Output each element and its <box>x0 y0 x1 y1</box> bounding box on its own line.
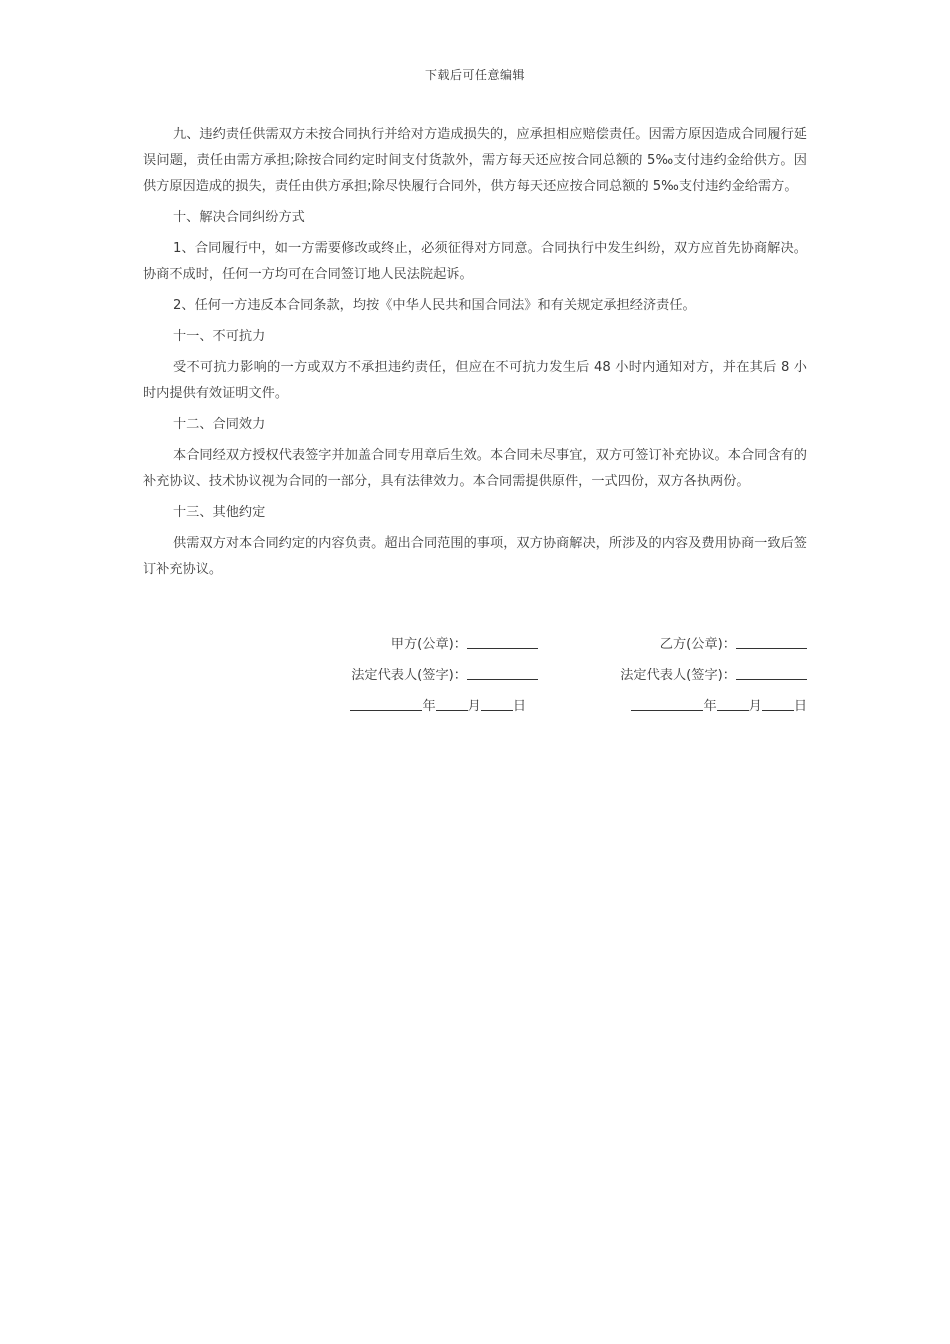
section-9-breach-liability: 九、违约责任供需双方未按合同执行并给对方造成损失的，应承担相应赔偿责任。因需方原因造成合同履行延误问题，责任由需方承担;除按合同约定时间支付货款外，需方每天还应按合同总额的 5‰支付违约金给供方。因供方原因造成的损失，责任由供方承担;除尽快履行合同外，供方每天还应按合同总额的 5‰支付违约金给需方。 <box>143 127 807 194</box>
party-a-seal-blank <box>467 632 538 649</box>
party-b-seal-label: 乙方(公章)： <box>659 637 736 652</box>
signature-block <box>143 632 807 725</box>
section-11-text: 受不可抗力影响的一方或双方不承担违约责任，但应在不可抗力发生后 48 小时内通知对方，并在其后 8 小时内提供有效证明文件。 <box>143 360 807 401</box>
representative-row <box>143 663 807 694</box>
party-a-seal-label: 甲方(公章)： <box>390 637 467 652</box>
section-10-heading: 十、解决合同纠纷方式 <box>173 210 305 225</box>
party-b-rep-blank <box>736 663 807 680</box>
party-a-date <box>350 694 526 720</box>
party-b-date <box>631 694 807 720</box>
party-a-day-label: 日 <box>512 699 526 714</box>
party-a-year-label: 年 <box>422 699 436 714</box>
party-a-month-label: 月 <box>467 699 481 714</box>
party-a-rep-blank <box>467 663 538 680</box>
section-13-text: 供需双方对本合同约定的内容负责。超出合同范围的事项，双方协商解决，所涉及的内容及费用协商一致后签订补充协议。 <box>143 536 807 577</box>
page-header: 下载后可任意编辑 <box>424 68 525 82</box>
party-b-month-label: 月 <box>748 699 762 714</box>
section-10-clause-1: 1、合同履行中，如一方需要修改或终止，必须征得对方同意。合同执行中发生纠纷，双方应首先协商解决。协商不成时，任何一方均可在合同签订地人民法院起诉。 <box>143 241 807 282</box>
party-b-year-blank <box>631 694 703 711</box>
section-10-clause-2: 2、任何一方违反本合同条款，均按《中华人民共和国合同法》和有关规定承担经济责任。 <box>173 298 696 313</box>
party-b-seal-blank <box>736 632 807 649</box>
party-a-day-blank <box>481 694 513 711</box>
party-a-representative <box>351 663 538 689</box>
party-b-year-label: 年 <box>703 699 717 714</box>
party-b-month-blank <box>717 694 749 711</box>
contract-body <box>143 122 807 588</box>
party-a-seal <box>391 632 538 658</box>
party-a-month-blank <box>436 694 468 711</box>
party-b-representative <box>620 663 807 689</box>
date-row <box>143 694 807 725</box>
seal-row <box>143 632 807 663</box>
party-a-rep-label: 法定代表人(签字)： <box>351 668 467 683</box>
party-b-day-label: 日 <box>793 699 807 714</box>
party-b-seal <box>660 632 807 658</box>
section-12-heading: 十二、合同效力 <box>173 417 266 432</box>
party-b-rep-label: 法定代表人(签字)： <box>620 668 736 683</box>
section-13-heading: 十三、其他约定 <box>173 505 266 520</box>
party-a-year-blank <box>350 694 422 711</box>
section-11-heading: 十一、不可抗力 <box>173 329 266 344</box>
party-b-day-blank <box>762 694 794 711</box>
section-12-text: 本合同经双方授权代表签字并加盖合同专用章后生效。本合同未尽事宜，双方可签订补充协议。本合同含有的补充协议、技术协议视为合同的一部分，具有法律效力。本合同需提供原件，一式四份，双方各执两份。 <box>143 448 807 489</box>
